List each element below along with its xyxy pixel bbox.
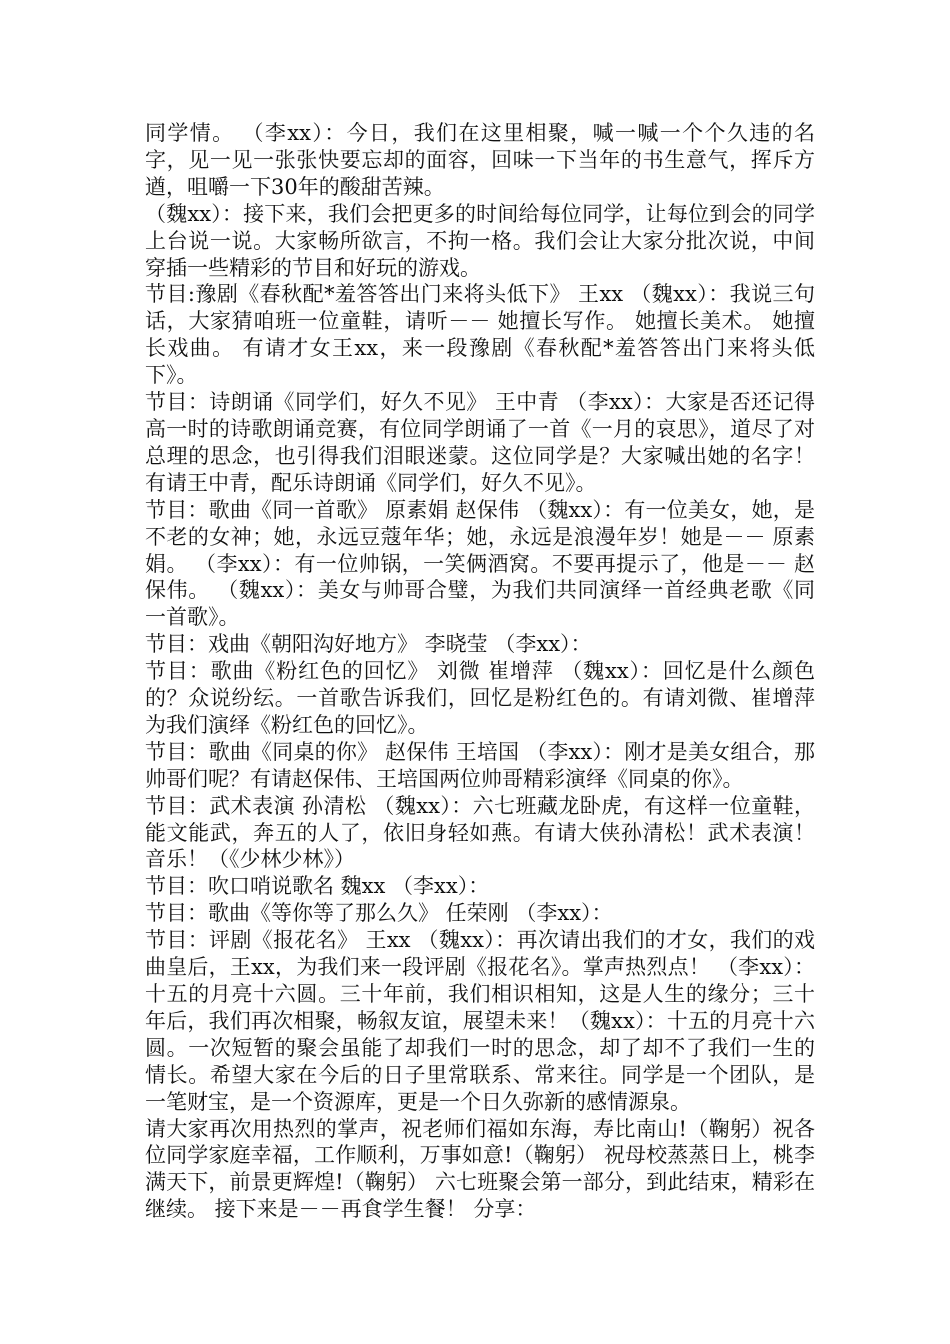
paragraph-program-opera-3: 节目：评剧《报花名》 王xx （魏xx）：再次请出我们的才女，我们的戏曲皇后，王xx，为我们来一段评剧《报花名》。掌声热烈点！ （李xx）：十五的月亮十六圆。三十年前，我们相识相知，这是人生的缘分；三十年后，我们再次相聚，畅叙友谊，展望未来！（魏xx）：十五的月亮十六圆。一次短暂的聚会虽能了却我们一时的思念，却了却不了我们一生的情长。希望大家在今后的日子里常联系、常来往。同学是一个团队，是一笔财宝，是一个资源库，更是一个日久弥新的感情源泉。 (145, 928, 815, 1114)
paragraph-intro: （魏xx）：接下来，我们会把更多的时间给每位同学，让每位到会的同学上台说一说。大家畅所欲言，不拘一格。我们会让大家分批次说，中间穿插一些精彩的节目和好玩的游戏。 (145, 201, 815, 280)
paragraph-program-song-2: 节目：歌曲《粉红色的回忆》 刘微 崔增萍 （魏xx）：回忆是什么颜色的？众说纷纭。一首歌告诉我们，回忆是粉红色的。有请刘微、崔增萍为我们演绎《粉红色的回忆》。 (145, 659, 815, 737)
paragraph-program-poem: 节目：诗朗诵《同学们，好久不见》 王中青 （李xx）：大家是否还记得高一时的诗歌朗诵竞赛，有位同学朗诵了一首《一月的哀思》，道尽了对总理的思念，也引得我们泪眼迷蒙。这位同学是？大家喊出她的名字！ 有请王中青，配乐诗朗诵《同学们，好久不见》。 (145, 390, 815, 495)
paragraph-program-opera-2: 节目：戏曲《朝阳沟好地方》 李晓莹 （李xx）： (145, 632, 592, 657)
paragraph-program-song-1: 节目：歌曲《同一首歌》 原素娟 赵保伟 （魏xx）：有一位美女，她，是不老的女神；她，永远豆蔻年华；她，永远是浪漫年岁！她是－－ 原素娟。 （李xx）：有一位帅锅，一笑俩酒窝。不要再提示了，他是－－ 赵保伟。 （魏xx）：美女与帅哥合璧，为我们共同演绎一首经典老歌《同一首歌》。 (145, 497, 815, 630)
paragraph-opening: 同学情。 （李xx）：今日，我们在这里相聚，喊一喊一个个久违的名字，见一见一张张快要忘却的面容，回味一下当年的书生意气，挥斥方遒，咀嚼一下30年的酸甜苦辣。 (145, 121, 815, 199)
paragraph-program-martial-arts: 节目：武术表演 孙清松 （魏xx）：六七班藏龙卧虎，有这样一位童鞋，能文能武，奔五的人了，依旧身轻如燕。有请大侠孙清松！武术表演！音乐！（《少林少林》） (145, 793, 815, 872)
paragraph-program-whistle: 节目：吹口哨说歌名 魏xx （李xx）： (145, 874, 490, 899)
paragraph-program-song-4: 节目：歌曲《等你等了那么久》 任荣刚 （李xx）： (145, 901, 613, 926)
document-page (145, 120, 815, 1223)
paragraph-program-opera: 节目:豫剧《春秋配*羞答答出门来将头低下》 王xx （魏xx）：我说三句话，大家猜咱班一位童鞋，请听－－ 她擅长写作。 她擅长美术。 她擅长戏曲。 有请才女王xx，来一段豫剧《春秋配*羞答答出门来将头低下》。 (145, 282, 815, 388)
paragraph-closing: 请大家再次用热烈的掌声，祝老师们福如东海，寿比南山!（鞠躬）祝各位同学家庭幸福，工作顺利，万事如意!（鞠躬） 祝母校蒸蒸日上，桃李满天下，前景更辉煌!（鞠躬） 六七班聚会第一部分，到此结束，精彩在继续。 接下来是－－再食学生餐！ 分享： (145, 1116, 815, 1222)
paragraph-program-song-3: 节目：歌曲《同桌的你》 赵保伟 王培国 （李xx）：刚才是美女组合，那帅哥们呢？有请赵保伟、王培国两位帅哥精彩演绎《同桌的你》。 (145, 739, 815, 791)
